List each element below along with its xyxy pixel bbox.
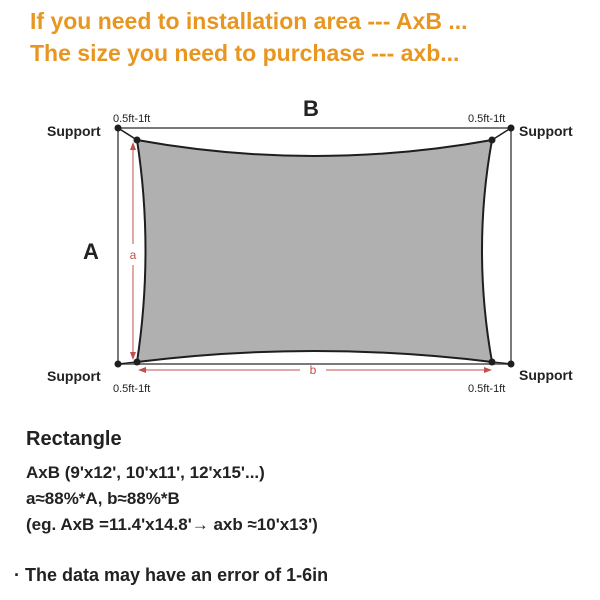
support-label-bottom-right: Support [519,367,573,383]
sail-ring-bottom-right [489,359,496,366]
support-label-top-right: Support [519,123,573,139]
size-examples: AxB (9'x12', 10'x11', 12'x15'...) [26,463,265,482]
shape-title: Rectangle [26,428,122,450]
offset-label-top-left: 0.5ft-1ft [113,113,151,125]
arrow-b-left [138,367,146,373]
arrow-a-bottom [130,352,136,360]
support-point-bottom-right [508,361,515,368]
sail-ring-bottom-left [134,359,141,366]
support-point-top-left [115,125,122,132]
shade-sail [137,140,492,362]
support-label-top-left: Support [47,123,101,139]
sail-ring-top-right [489,137,496,144]
header-line-1: If you need to installation area --- AxB ... [30,8,468,34]
support-point-top-right [508,125,515,132]
label-b: b [309,363,317,377]
offset-label-bottom-left: 0.5ft-1ft [113,383,151,395]
label-A: A [83,239,99,264]
offset-label-bottom-right: 0.5ft-1ft [468,383,506,395]
sail-ring-top-left [134,137,141,144]
header-line-2: The size you need to purchase --- axb... [30,40,460,66]
support-point-bottom-left [115,361,122,368]
size-ratio: a≈88%*A, b≈88%*B [26,489,180,508]
label-B: B [303,96,319,121]
offset-label-top-right: 0.5ft-1ft [468,113,506,125]
arrow-b-right [484,367,492,373]
support-label-bottom-left: Support [47,368,101,384]
label-a: a [129,248,137,262]
arrow-a-top [130,142,136,150]
error-note: · The data may have an error of 1-6in [14,565,329,585]
size-example-calculation: (eg. AxB =11.4'x14.8'→ axb ≈10'x13') [26,515,318,534]
